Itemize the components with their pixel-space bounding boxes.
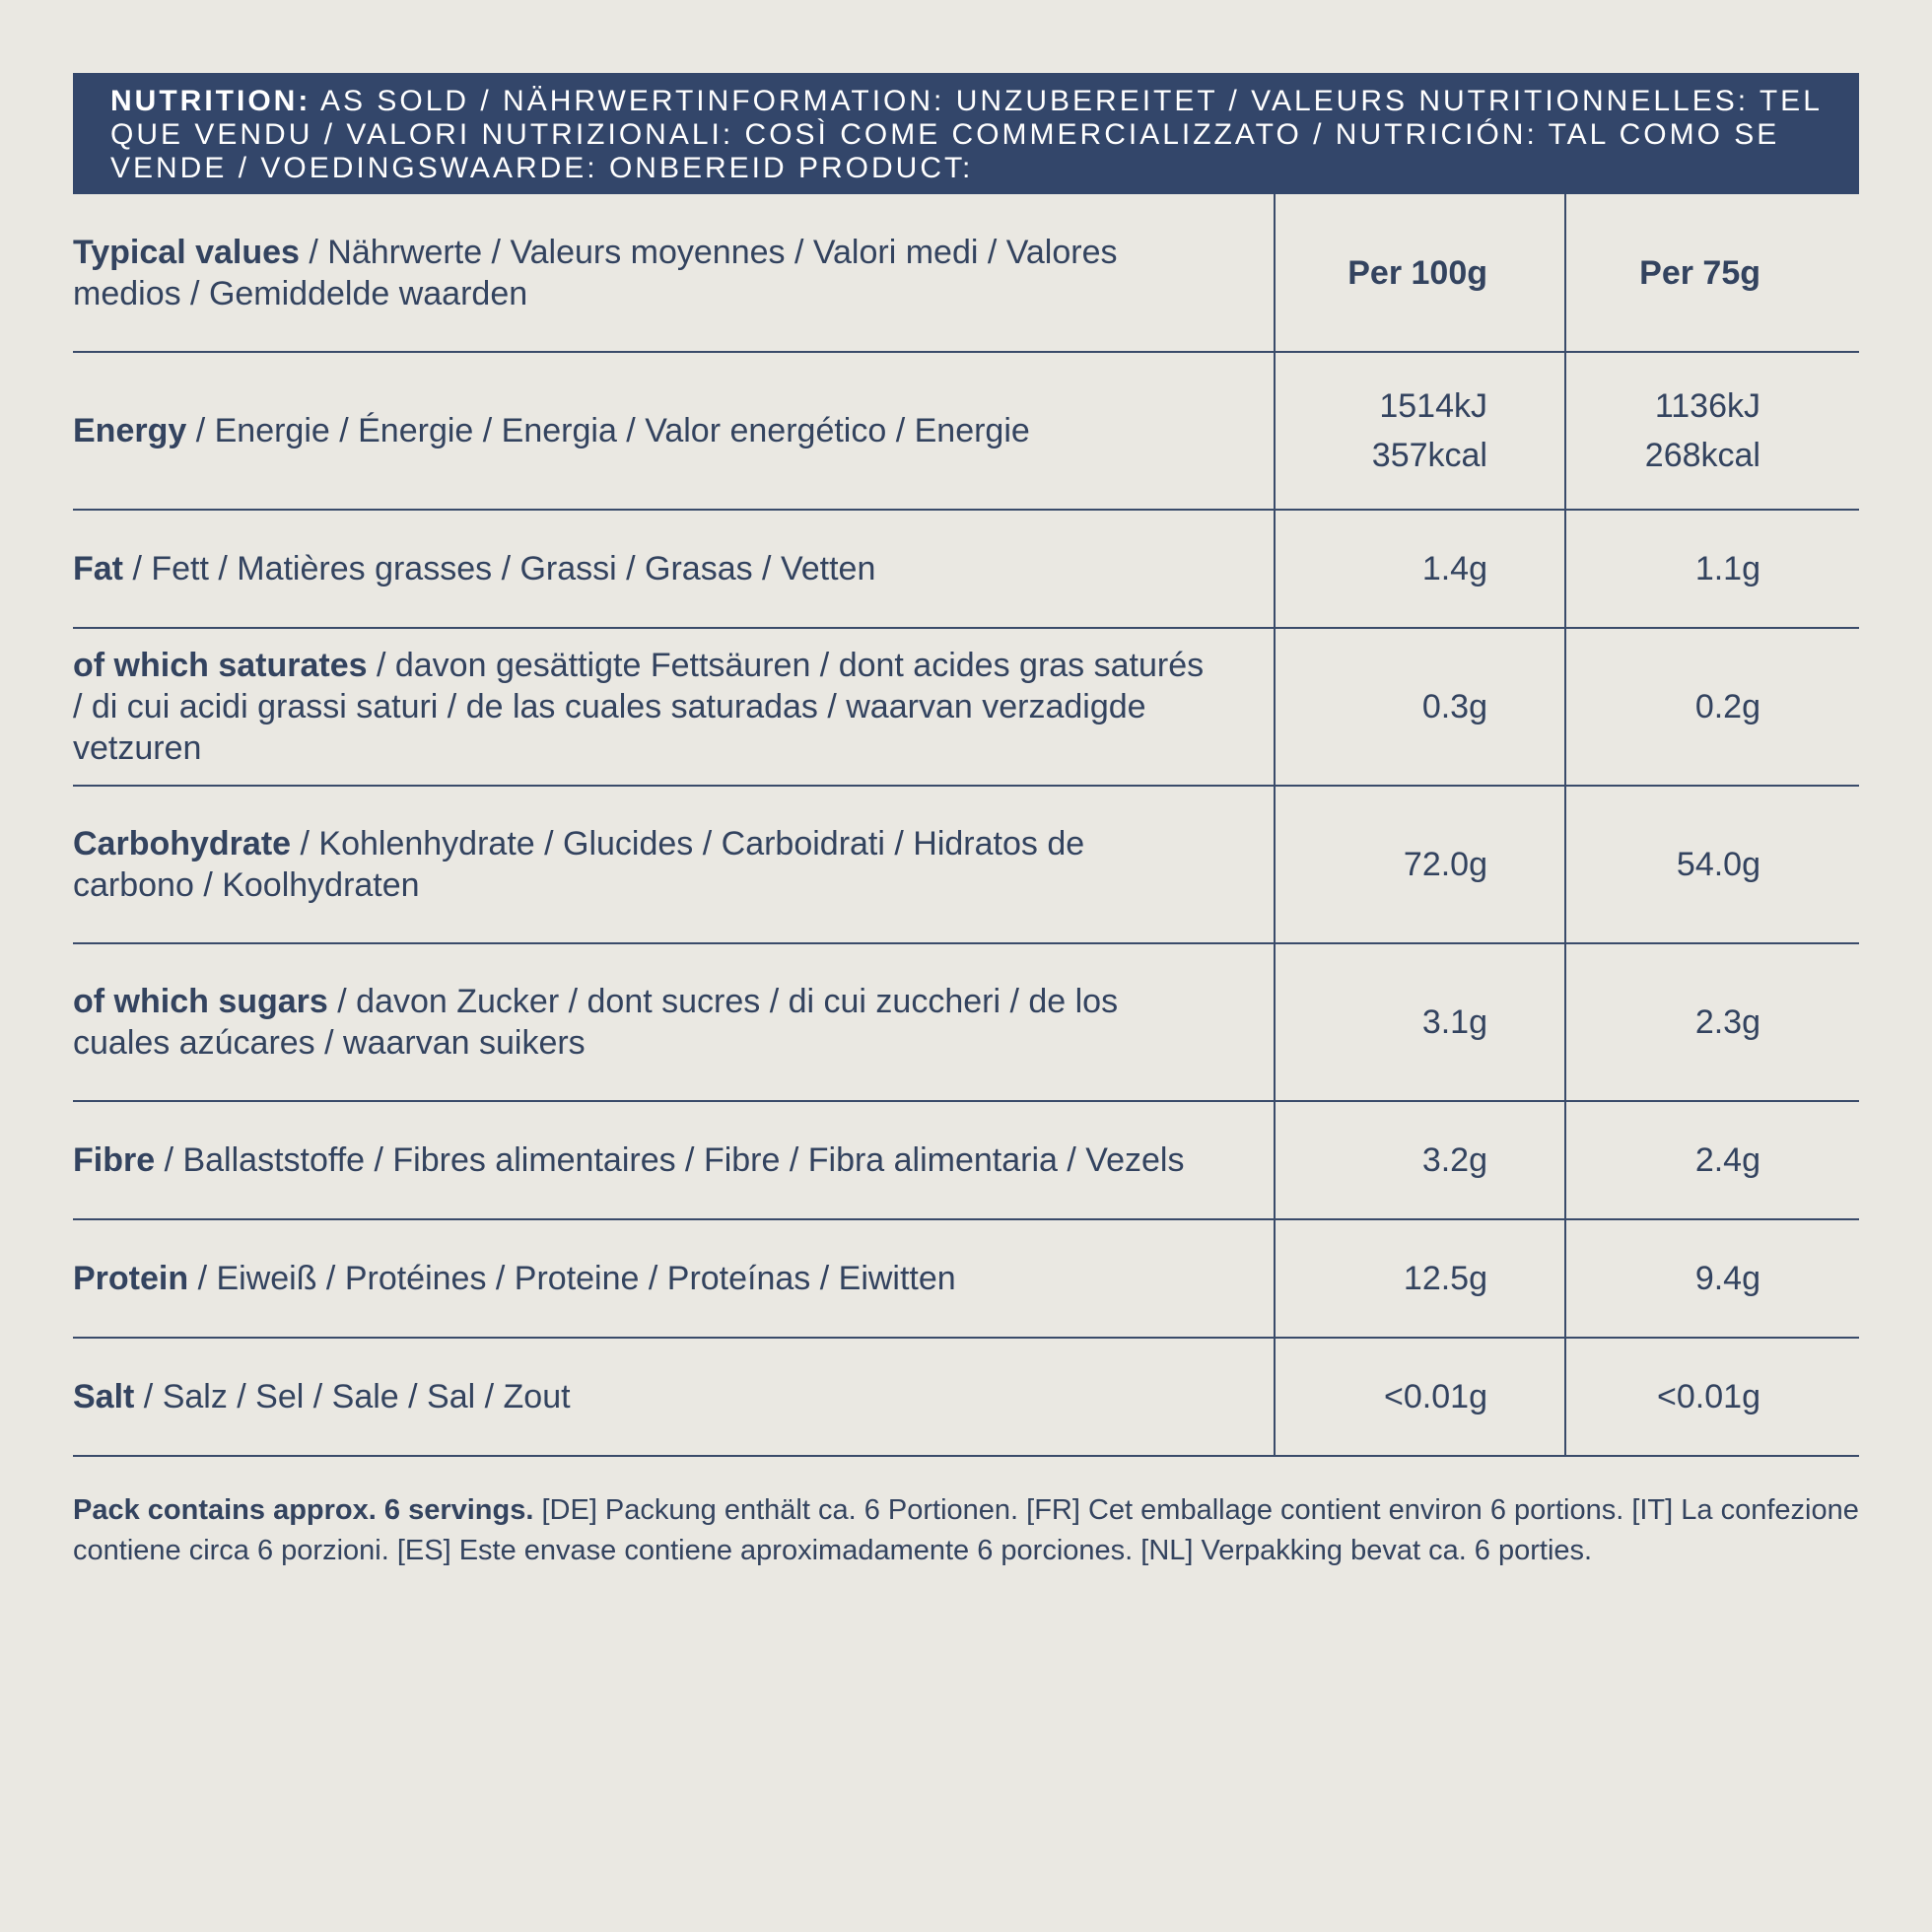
energy-kj-100g: 1514kJ xyxy=(1379,387,1487,425)
table-row xyxy=(73,628,1859,786)
table-row xyxy=(73,352,1859,510)
row-label xyxy=(73,786,1275,943)
row-label-bold: of which sugars xyxy=(73,983,328,1020)
header-per-75g-label: Per 75g xyxy=(1639,253,1760,292)
row-value-per-100g: <0.01g xyxy=(1275,1338,1565,1456)
row-value-per-75g: <0.01g xyxy=(1565,1338,1859,1456)
row-label-bold: of which saturates xyxy=(73,647,368,684)
row-label-rest: / davon gesättigte Fettsäuren / dont acides gras saturés / di cui acidi grassi saturi / de las cuales saturadas / waarvan verzadigde vetzuren xyxy=(73,647,1205,767)
row-label-bold: Fat xyxy=(73,550,123,587)
row-label xyxy=(73,1101,1275,1219)
row-label-bold: Carbohydrate xyxy=(73,825,292,862)
row-label xyxy=(73,628,1275,786)
header-per-75g xyxy=(1565,194,1859,352)
row-value-per-75g: 54.0g xyxy=(1565,786,1859,943)
header-per-100g-label: Per 100g xyxy=(1347,253,1487,292)
row-value-per-75g: 2.4g xyxy=(1565,1101,1859,1219)
nutrition-panel xyxy=(73,73,1859,1571)
energy-kj-75g: 1136kJ xyxy=(1654,387,1760,425)
header-per-100g xyxy=(1275,194,1565,352)
row-label-bold: Salt xyxy=(73,1378,135,1415)
energy-kcal-100g: 357kcal xyxy=(1371,437,1487,474)
table-header-row xyxy=(73,194,1859,352)
table-row xyxy=(73,943,1859,1101)
row-label-rest: / davon Zucker / dont sucres / di cui zuccheri / de los cuales azúcares / waarvan suikers xyxy=(73,983,1119,1062)
servings-footnote xyxy=(73,1490,1859,1571)
row-value-per-75g: 9.4g xyxy=(1565,1219,1859,1338)
row-value-per-75g: 0.2g xyxy=(1565,628,1859,786)
footnote-bold: Pack contains approx. 6 servings. xyxy=(73,1494,534,1526)
row-value-per-100g: 3.2g xyxy=(1275,1101,1565,1219)
energy-kcal-75g: 268kcal xyxy=(1644,437,1760,474)
row-label-rest: / Eiweiß / Protéines / Proteine / Proteínas / Eiwitten xyxy=(188,1260,956,1297)
table-row xyxy=(73,1101,1859,1219)
table-row xyxy=(73,786,1859,943)
header-label-rest: / Nährwerte / Valeurs moyennes / Valori medi / Valores medios / Gemiddelde waarden xyxy=(73,233,1118,312)
row-label-rest: / Fett / Matières grasses / Grassi / Grasas / Vetten xyxy=(123,550,876,587)
row-label-rest: / Kohlenhydrate / Glucides / Carboidrati / Hidratos de carbono / Koolhydraten xyxy=(73,825,1085,904)
row-label-bold: Fibre xyxy=(73,1141,156,1179)
row-label-bold: Protein xyxy=(73,1260,189,1297)
row-value-per-100g xyxy=(1275,352,1565,510)
row-value-per-75g: 1.1g xyxy=(1565,510,1859,628)
table-row xyxy=(73,1219,1859,1338)
row-value-per-75g xyxy=(1565,352,1859,510)
banner-title: NUTRITION: xyxy=(110,85,311,117)
row-value-per-100g: 72.0g xyxy=(1275,786,1565,943)
footnote-text: [DE] Packung enthält ca. 6 Portionen. [FR] Cet emballage contient environ 6 portions. [IT] La confezione contiene circa 6 porzioni. [ES] Este envase contiene aproximadamente 6 porciones. [NL] Verpakking bevat ca. 6 porties. xyxy=(73,1494,1859,1566)
row-label xyxy=(73,352,1275,510)
banner-text: AS SOLD / NÄHRWERTINFORMATION: UNZUBEREITET / VALEURS NUTRITIONNELLES: TEL QUE VENDU / VALORI NUTRIZIONALI: COSÌ COME COMMERCIALIZZATO / NUTRICIÓN: TAL COMO SE VENDE / VOEDINGSWAARDE: ONBEREID PRODUCT: xyxy=(110,85,1822,184)
row-value-per-100g: 3.1g xyxy=(1275,943,1565,1101)
nutrition-banner xyxy=(73,73,1859,194)
table-row xyxy=(73,510,1859,628)
row-value-per-100g: 12.5g xyxy=(1275,1219,1565,1338)
row-label-rest: / Salz / Sel / Sale / Sal / Zout xyxy=(134,1378,571,1415)
row-label xyxy=(73,943,1275,1101)
nutrition-table xyxy=(73,194,1859,1457)
row-value-per-100g: 0.3g xyxy=(1275,628,1565,786)
row-label-rest: / Energie / Énergie / Energia / Valor energético / Energie xyxy=(186,412,1030,449)
header-label-bold: Typical values xyxy=(73,233,300,271)
row-value-per-100g: 1.4g xyxy=(1275,510,1565,628)
table-row xyxy=(73,1338,1859,1456)
row-label-rest: / Ballaststoffe / Fibres alimentaires / Fibre / Fibra alimentaria / Vezels xyxy=(155,1141,1185,1179)
row-label-bold: Energy xyxy=(73,412,187,449)
row-label xyxy=(73,1338,1275,1456)
row-label xyxy=(73,1219,1275,1338)
row-label xyxy=(73,510,1275,628)
row-value-per-75g: 2.3g xyxy=(1565,943,1859,1101)
header-label xyxy=(73,194,1275,352)
